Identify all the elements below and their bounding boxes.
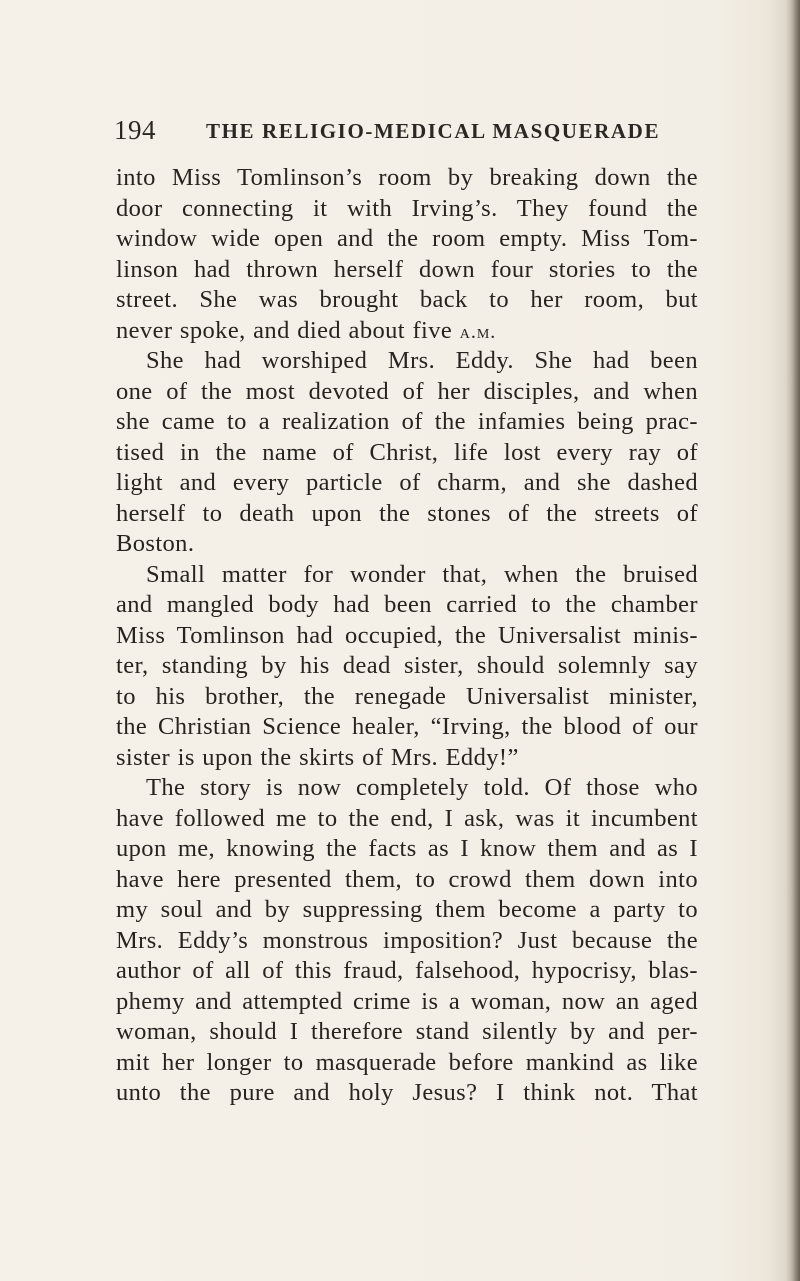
text-line: herself to death upon the stones of the streets of [116,499,698,527]
text-line: have here presented them, to crowd them down into [116,865,698,893]
text-line: author of all of this fraud, falsehood, hypocrisy, blas- [116,957,698,984]
text-line: street. She was brought back to her room, but [116,286,698,313]
text-line: Boston. [116,530,195,557]
text-line: ter, standing by his dead sister, should solemnly say [116,652,698,679]
text-line: to his brother, the renegade Universalist minister, [116,682,698,710]
paragraph-start: She had worshiped Mrs. Eddy. She had been [146,347,698,374]
text-line: never spoke, and died about five [116,316,453,344]
text-line: window wide open and the room empty. Miss Tom- [116,225,698,252]
text-line: Mrs. Eddy’s monstrous imposition? Just because the [116,926,698,954]
paragraph-start: Small matter for wonder that, when the bruised [146,560,698,588]
text-line: phemy and attempted crime is a woman, now an aged [116,987,698,1015]
text-line: linson had thrown herself down four stories to the [116,255,698,283]
text-line: Miss Tomlinson had occupied, the Universalist minis- [116,621,698,649]
text-line: light and every particle of charm, and she dashed [116,469,698,496]
page-number: 194 [114,115,156,145]
text-line: my soul and by suppressing them become a party to [116,896,698,923]
text-line: have followed me to the end, I ask, was it incumbent [116,804,698,832]
text-line: tised in the name of Christ, life lost every ray of [116,438,698,466]
text-line: the Christian Science healer, “Irving, the blood of our [116,713,698,740]
text-line-am [116,316,698,347]
text-line: one of the most devoted of her disciples, and when [116,377,698,405]
text-line: and mangled body had been carried to the chamber [116,591,698,618]
text-line: mit her longer to masquerade before mankind as like [116,1048,698,1076]
text-line: door connecting it with Irving’s. They found the [116,194,698,222]
text-line: sister is upon the skirts of Mrs. Eddy!” [116,743,519,771]
text-line: unto the pure and holy Jesus? I think not. That [116,1079,698,1106]
text-line: woman, should I therefore stand silently by and per- [116,1018,698,1045]
running-title: THE RELIGIO-MEDICAL MASQUERADE [206,119,661,143]
text-line: upon me, knowing the facts as I know them and as I [116,835,698,862]
text-line: she came to a realization of the infamies being prac- [116,408,698,435]
time-abbrev: a.m. [459,320,497,343]
body-text [116,163,698,1109]
running-head [114,113,714,147]
page-edge-shadow [786,0,800,1281]
paragraph-start: The story is now completely told. Of those who [146,774,698,801]
text-line: into Miss Tomlinson’s room by breaking down the [116,164,698,191]
